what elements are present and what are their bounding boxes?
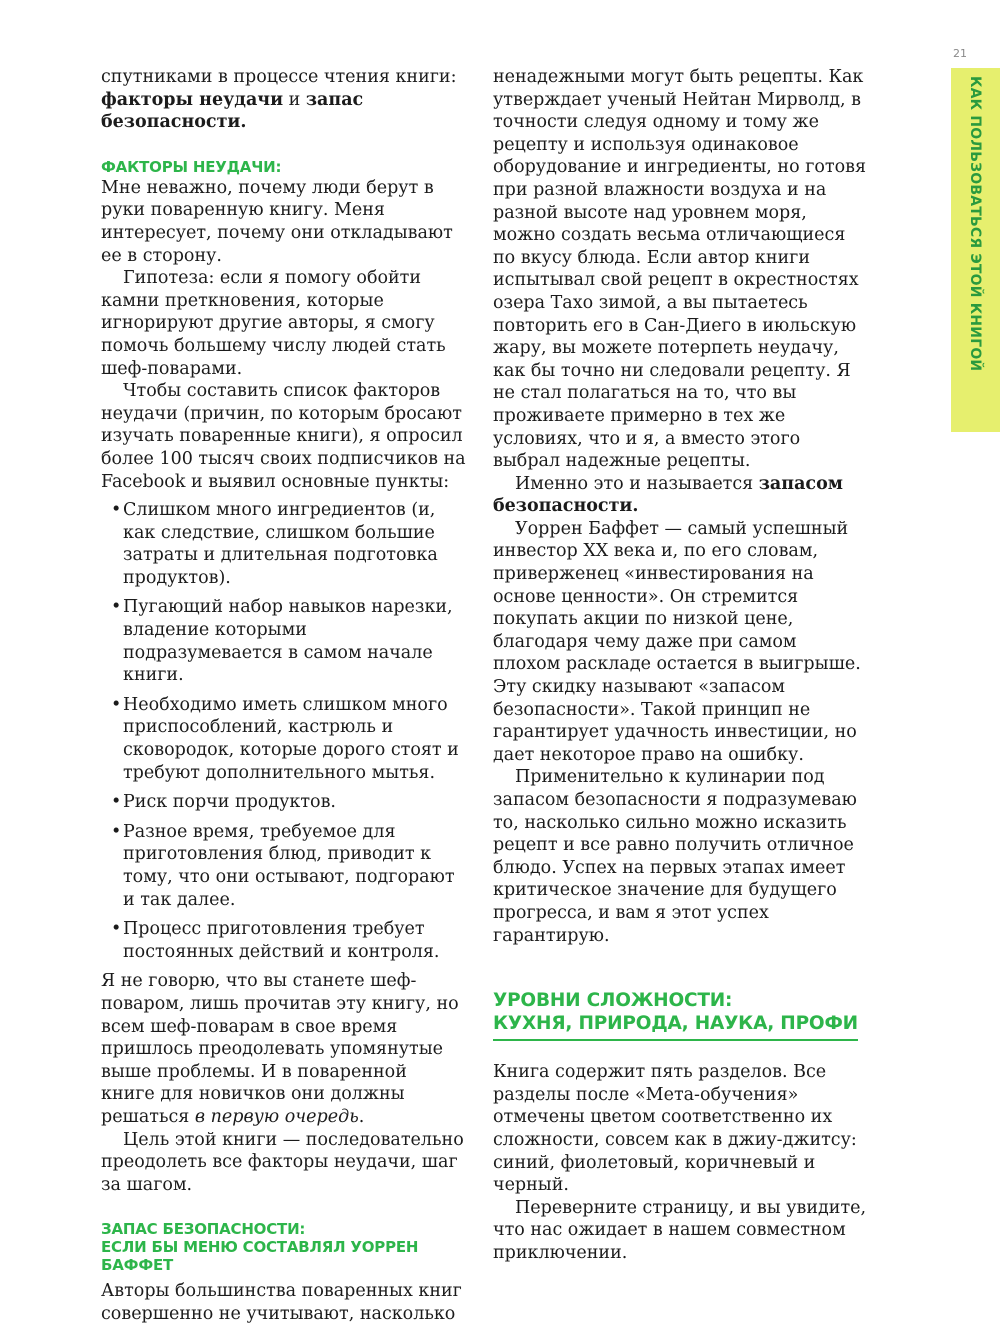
failure-paragraph-4 xyxy=(101,970,466,1128)
safety-heading-line-1: ЗАПАС БЕЗОПАСНОСТИ: xyxy=(101,1220,306,1239)
list-item: • Риск порчи продуктов. xyxy=(101,791,466,814)
bold-term: запасом безопасности. xyxy=(493,473,843,517)
list-item: • Необходимо иметь слишком много приспособлений, кастрюль и сковородок, которые дорого стоят и требуют дополнительного мытья. xyxy=(101,694,466,784)
chapter-side-tab-label: КАК ПОЛЬЗОВАТЬСЯ ЭТОЙ КНИГОЙ xyxy=(967,76,983,372)
levels-heading-line-2: КУХНЯ, ПРИРОДА, НАУКА, ПРОФИ xyxy=(493,1013,858,1035)
levels-paragraph-2: Переверните страницу, и вы увидите, что нас ожидает в нашем совместном приключении. xyxy=(493,1197,867,1263)
failure-paragraph-2: Гипотеза: если я помогу обойти камни преткновения, которые игнорируют другие авторы, я смогу помочь большему числу людей стать шеф-поварами. xyxy=(101,268,446,379)
failure-paragraph-3: Чтобы составить список факторов неудачи (причин, по которым бросают изучать поваренные книги), я опросил более 100 тысяч своих подписчиков на Facebook и выявил основные пункты: xyxy=(101,381,466,492)
safety-paragraph-2: ненадежными могут быть рецепты. Как утверждает ученый Нейтан Мирволд, в точности следуя одному и тому же рецепту и используя одинаковое оборудование и ингредиенты, но готовя при разной влажности воздуха и на разной высоте над уровнем моря, можно создать весьма отличающиеся по вкусу блюда. Если автор книги испытывал свой рецепт в окрестностях озера Тахо зимой, а вы пытаетесь повторить его в Сан-Диего в июльскую жару, вы можете потерпеть неудачу, как бы точно ни следовали рецепту. Я не стал полагаться на то, что вы проживаете примерно в тех же условиях, что и я, а вместо этого выбрал надежные рецепты. xyxy=(493,67,867,472)
paragraph-end: . xyxy=(358,1106,365,1127)
intro-paragraph xyxy=(101,66,466,134)
failure-paragraph-1: Мне неважно, почему люди берут в руки поваренную книгу. Меня интересует, почему они откладывают ее в сторону. xyxy=(101,177,453,266)
failure-heading: ФАКТОРЫ НЕУДАЧИ: xyxy=(101,157,282,176)
list-item: • Разное время, требуемое для приготовления блюд, приводит к тому, что они остывают, подгорают и так далее. xyxy=(101,821,466,911)
list-item: • Слишком много ингредиентов (и, как следствие, слишком большие затраты и длительная подготовка продуктов). xyxy=(101,499,466,589)
levels-paragraph-1: Книга содержит пять разделов. Все разделы после «Мета-обучения» отмечены цветом соответственно их сложности, совсем как в джиу-джитсу: синий, фиолетовый, коричневый и черный. xyxy=(493,1062,857,1196)
intro-term-failure: факторы неудачи xyxy=(101,89,284,110)
page-number: 21 xyxy=(953,47,967,60)
left-column xyxy=(101,66,466,1326)
chapter-side-tab xyxy=(951,68,1000,432)
paragraph-text: Я не говорю, что вы станете шеф-поваром, лишь прочитав эту книгу, но всем шеф-поварам в свое время пришлось преодолевать упомянутые выше проблемы. И в поваренной книге для новичков они должны решаться xyxy=(101,971,459,1127)
safety-heading-line-2: ЕСЛИ БЫ МЕНЮ СОСТАВЛЯЛ УОРРЕН БАФФЕТ xyxy=(101,1238,419,1275)
safety-paragraph-1: Авторы большинства поваренных книг совершенно не учитывают, насколько xyxy=(101,1281,462,1324)
levels-heading xyxy=(493,989,858,1041)
levels-heading-line-1: УРОВНИ СЛОЖНОСТИ: xyxy=(493,990,733,1012)
cooking-safety-paragraph: Применительно к кулинарии под запасом безопасности я подразумеваю то, насколько сильно можно исказить рецепт и все равно получить отличное блюдо. Успех на первых этапах имеет критическое значение для будущего прогресса, и вам я этот успех гарантирую. xyxy=(493,767,857,946)
intro-term-safety: запас безопасности. xyxy=(101,89,364,133)
intro-text: спутниками в процессе чтения книги: xyxy=(101,67,457,87)
emphasis-text: в первую очередь xyxy=(194,1106,359,1127)
intro-conjunction: и xyxy=(283,89,306,110)
safety-heading xyxy=(101,1220,466,1274)
buffett-paragraph: Уоррен Баффет — самый успешный инвестор XX века и, по его словам, приверженец «инвестирования на основе ценности». Он стремится покупать акции по низкой цене, благодаря чему даже при самом плохом раскладе остается в выигрыше. Эту скидку называют «запасом безопасности». Такой принцип не гарантирует удачность инвестиции, но дает некоторое право на ошибку. xyxy=(493,518,861,765)
list-item: • Процесс приготовления требует постоянных действий и контроля. xyxy=(101,918,466,963)
failure-factors-list xyxy=(101,499,466,963)
list-item: • Пугающий набор навыков нарезки, владение которыми подразумевается в самом начале книги. xyxy=(101,596,466,686)
safety-paragraph-3 xyxy=(493,473,868,518)
right-column xyxy=(493,66,868,1265)
failure-paragraph-5: Цель этой книги — последовательно преодолеть все факторы неудачи, шаг за шагом. xyxy=(101,1129,464,1195)
paragraph-text: Именно это и называется xyxy=(515,473,759,494)
